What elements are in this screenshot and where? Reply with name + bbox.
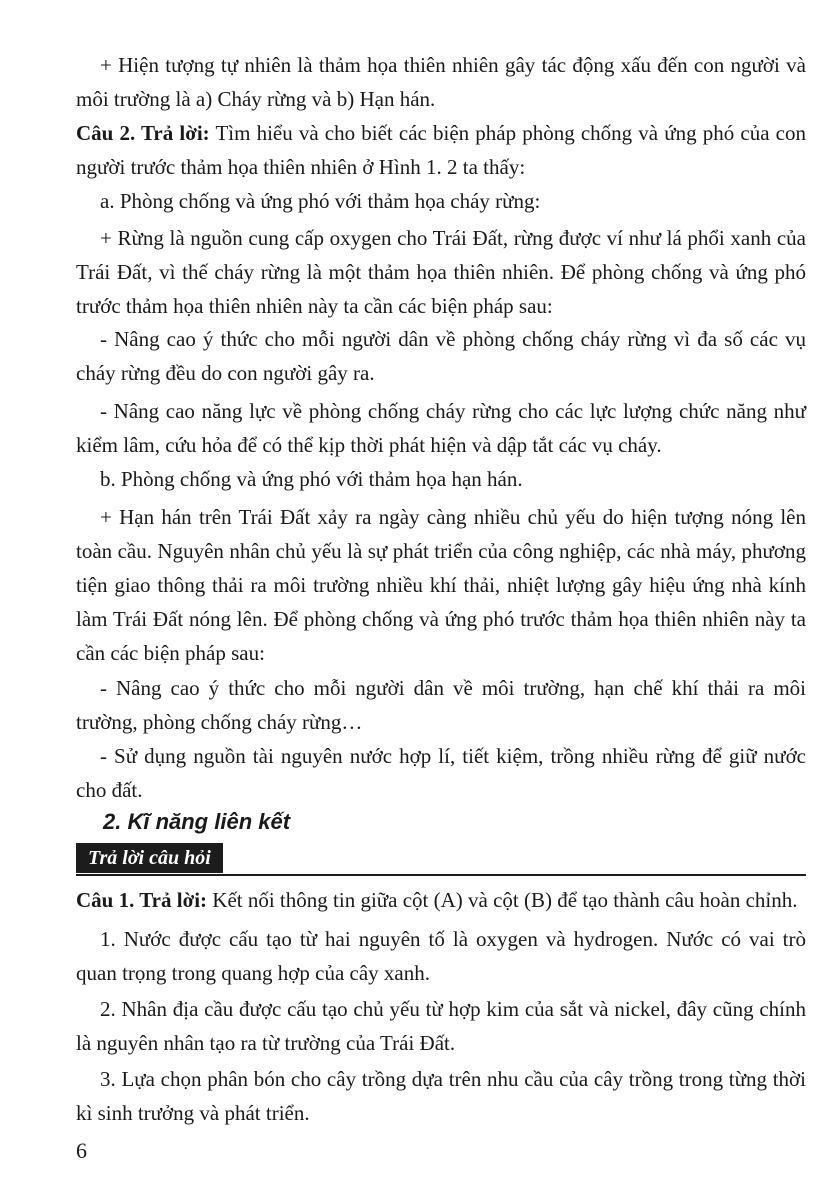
answer-label-rule <box>76 874 806 876</box>
paragraph-b-item-2: - Sử dụng nguồn tài nguyên nước hợp lí, tiết kiệm, trồng nhiều rừng để giữ nước cho đất. <box>76 744 806 802</box>
list-item-1: 1. Nước được cấu tạo từ hai nguyên tố là oxygen và hydrogen. Nước có vai trò quan trọng trong quang hợp của cây xanh. <box>76 927 806 985</box>
heading-b-han-han: b. Phòng chống và ứng phó với thảm họa hạn hán. <box>100 467 523 491</box>
answer-label: Trả lời câu hỏi <box>76 843 223 873</box>
paragraph-hien-tuong: + Hiện tượng tự nhiên là thảm họa thiên nhiên gây tác động xấu đến con người và môi trường là a) Cháy rừng và b) Hạn hán. <box>76 53 806 111</box>
list-item-3: 3. Lựa chọn phân bón cho cây trồng dựa trên nhu cầu của cây trồng trong từng thời kì sinh trưởng và phát triển. <box>76 1067 806 1125</box>
paragraph-b-item-1: - Nâng cao ý thức cho mỗi người dân về môi trường, hạn chế khí thải ra môi trường, phòng chống cháy rừng… <box>76 676 806 734</box>
cau-2-label: Câu 2. Trả lời: <box>76 121 210 145</box>
paragraph-a-item-1: - Nâng cao ý thức cho mỗi người dân về phòng chống cháy rừng vì đa số các vụ cháy rừng đều do con người gây ra. <box>76 327 806 385</box>
paragraph-a-intro: + Rừng là nguồn cung cấp oxygen cho Trái Đất, rừng được ví như lá phổi xanh của Trái Đất, vì thế cháy rừng là một thảm họa thiên nhiên. Để phòng chống và ứng phó trước thảm họa thiên nhiên này ta cần các biện pháp sau: <box>76 226 806 318</box>
cau-2-text: Tìm hiểu và cho biết các biện pháp phòng chống và ứng phó của con người trước thảm họa thiên nhiên ở Hình 1. 2 ta thấy: <box>76 121 807 179</box>
paragraph-cau-1 <box>76 883 806 917</box>
cau-1-text: Kết nối thông tin giữa cột (A) và cột (B) để tạo thành câu hoàn chỉnh. <box>207 888 798 912</box>
section-2-title: 2. Kĩ năng liên kết <box>103 809 291 834</box>
list-item-2: 2. Nhân địa cầu được cấu tạo chủ yếu từ hợp kim của sắt và nickel, đây cũng chính là nguyên nhân tạo ra từ trường của Trái Đất. <box>76 997 806 1055</box>
paragraph-cau-2 <box>76 116 806 184</box>
page-number: 6 <box>76 1138 87 1163</box>
paragraph-a-item-2: - Nâng cao năng lực về phòng chống cháy rừng cho các lực lượng chức năng như kiểm lâm, cứu hỏa để có thể kịp thời phát hiện và dập tắt các vụ cháy. <box>76 399 806 457</box>
heading-a-chay-rung: a. Phòng chống và ứng phó với thảm họa cháy rừng: <box>100 189 541 213</box>
cau-1-label: Câu 1. Trả lời: <box>76 888 208 912</box>
paragraph-b-intro: + Hạn hán trên Trái Đất xảy ra ngày càng nhiều chủ yếu do hiện tượng nóng lên toàn cầu. Nguyên nhân chủ yếu là sự phát triển của công nghiệp, các nhà máy, phương tiện giao thông thải ra môi trường nhiều khí thải, nhiệt lượng gây hiệu ứng nhà kính làm Trái Đất nóng lên. Để phòng chống và ứng phó trước thảm họa thiên nhiên này ta cần các biện pháp sau: <box>76 505 806 665</box>
